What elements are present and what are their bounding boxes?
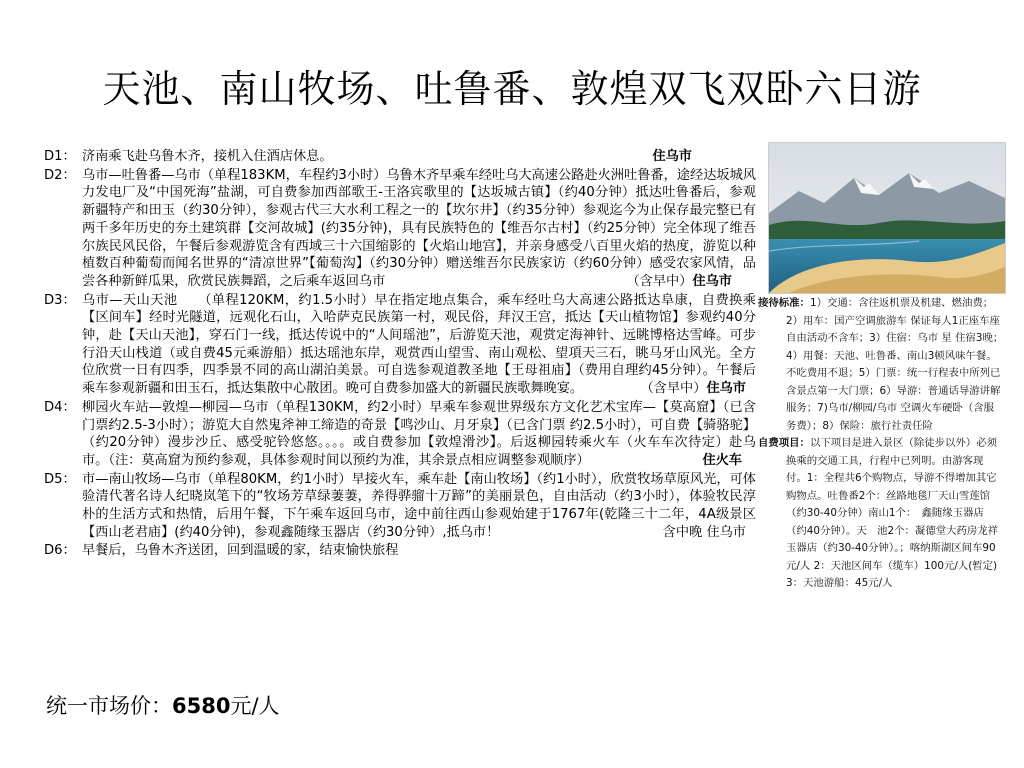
- note-heading: 接待标准：: [758, 297, 810, 309]
- lake-landscape-photo: [768, 142, 1006, 294]
- page-title: 天池、南山牧场、吐鲁番、敦煌双飞双卧六日游: [102, 67, 922, 111]
- day-1: [44, 148, 756, 166]
- day-label: D6：: [44, 543, 76, 559]
- day-label: D4：: [44, 399, 76, 415]
- side-notes: [758, 295, 1004, 593]
- day-description: 乌市—吐鲁番—乌市（单程183KM，车程约3小时）乌鲁木齐早乘车经吐乌大高速公路赴火洲吐鲁番，途经达坂城风力发电厂及“中国死海”盐湖，可自费参加西部歌王-王洛宾歌里的【达坂城古镇】（约40分钟）抵达吐鲁番后，参观新疆特产和田玉（约30分钟），参观古代三大水利工程之一的【坎尔井】（约35分钟）参观迄今为止保存最完整已有两千多年历史的夯土建筑群【交河故城】(约35分钟)，具有民族特色的【维吾尔古村】（约25分钟）完全体现了维吾尔族民风民俗，午餐后参观游览含有西域三十六国缩影的【火焰山地宫】，并亲身感受八百里火焰的热度，游览以种植数百种葡萄而闻名世界的“清凉世界”【葡萄沟】（约30分钟）赠送维吾尔民族家访（约60分钟）感受农家风情，品尝各种新鲜瓜果，欣赏民族舞蹈，之后乘车返回乌市: [82, 167, 756, 289]
- day-label: D1：: [44, 149, 76, 164]
- day-6: [44, 542, 756, 560]
- day-description: 济南乘飞赴乌鲁木齐，接机入住酒店休息。: [82, 149, 333, 164]
- price-unit: 元/人: [230, 694, 280, 718]
- day-label: D5：: [44, 471, 76, 487]
- optional-items: [758, 435, 1004, 593]
- meal-info: （含早中）: [626, 273, 693, 289]
- day-description: 柳园火车站—敦煌—柳园—乌市（单程130KM，约2小时）早乘车参观世界级东方文化艺术宝库—【莫高窟】（已含门票约2.5-3小时）；游览大自然鬼斧神工缔造的奇景【鸣沙山、月牙泉】（已含门票 约2.5小时），可自费【骑骆驼】（约20分钟）漫步沙丘、感受驼铃悠悠。。。。或自费参加【敦煌滑沙】。后返柳园转乘火车（火车车次待定）赴乌市。（注：莫高窟为预约参观，具体参观时间以预约为准，其余景点相应调整参观顺序）: [82, 399, 756, 468]
- day-label: D3：: [44, 292, 76, 308]
- market-price: [46, 690, 280, 720]
- reception-standard: [758, 295, 1004, 435]
- note-heading: 自费项目：: [758, 437, 810, 449]
- day-5: [44, 471, 756, 542]
- day-description: 市—南山牧场—乌市（单程80KM，约1小时）早接火车，乘车赴【南山牧场】（约1小时），欣赏牧场草原风光，可体验清代著名诗人纪晓岚笔下的“牧场芳草绿萋萋，养得骅骝十万蹄”的美丽景色，自由活动（约3小时），体验牧民淳朴的生活方式和热情，后用午餐，下午乘车返回乌市，途中前往西山参观始建于1767年(乾隆三十二年，4A级景区【西山老君庙】(约40分钟)，参观鑫随缘玉器店（约30分钟）,抵乌市！: [82, 471, 756, 540]
- day-3: [44, 292, 756, 398]
- lodging: 住乌市: [652, 149, 692, 164]
- meal-info: 含中晚: [662, 524, 703, 540]
- lodging: 住乌市: [692, 273, 732, 289]
- day-2: [44, 167, 756, 291]
- lodging: 住乌市: [706, 381, 746, 397]
- price-label: 统一市场价：: [46, 694, 172, 718]
- day-4: [44, 399, 756, 470]
- price-amount: 6580: [172, 694, 231, 718]
- lodging: 住火车: [702, 452, 742, 468]
- day-description: 早餐后，乌鲁木齐送团，回到温暖的家，结束愉快旅程: [82, 543, 399, 559]
- day-description: 乌市—天山天池 （单程120KM，约1.5小时）早在指定地点集合，乘车经吐乌大高速公路抵达阜康，自费换乘【区间车】经时光隧道，远观化石山，入哈萨克民族第一村，观民俗，拜汉王宫，抵达【天山植物馆】参观约40分钟，赴【天山天池】，穿石门一线，抵达传说中的“人间瑶池”，后游览天池，观赏定海神针、远眺博格达雪峰。可步行沿天山栈道（或自费45元乘游船）抵达瑶池东岸，观赏西山望雪、南山观松、望項天三石，眺马牙山风光。全方位欣赏一日有四季，四季景不同的高山湖泊美景。可自选参观道教圣地【王母祖庙】（费用自理约45分钟）。午餐后乘车参观新疆和田玉石，抵达集散中心散团。晚可自费参加盛大的新疆民族歌舞晚宴。: [82, 292, 756, 397]
- note-text: 1）交通：含往返机票及机建、燃油费；2）用车：国产空调旅游车 保证每人1正座车座 自由活动不含车；3）住宿：乌市 星 住宿3晚；4）用餐：天池、吐鲁番、南山3顿风味午餐。不吃费用不退；5）门票：统一行程表中所列已含景点第一大门票；6）导游：普通话导游讲解服务；7)乌市/柳园/乌市 空调火车硬卧（含服务费）；8）保险：旅行社责任险: [786, 297, 1004, 432]
- lodging: 住乌市: [706, 524, 746, 540]
- itinerary: [44, 148, 756, 561]
- note-text: 以下项目是进入景区（除徒步以外）必须换乘的交通工具，行程中已列明。由游客现付。1：全程共6个购物点，导游不得增加其它购物点。吐鲁番2个：丝路地毯厂天山雪莲馆（约30-40分钟）南山1个： 鑫随缘玉器店（约40分钟）。天 池2个：凝德堂大药房龙祥玉器店（约30-40分钟）。；喀纳斯湖区间车90元/人 2：天池区间车（缆车）100元/人(暂定) 3：天池游船：45元/人: [786, 437, 999, 589]
- meal-info: （含早中）: [640, 381, 707, 397]
- day-label: D2：: [44, 167, 76, 183]
